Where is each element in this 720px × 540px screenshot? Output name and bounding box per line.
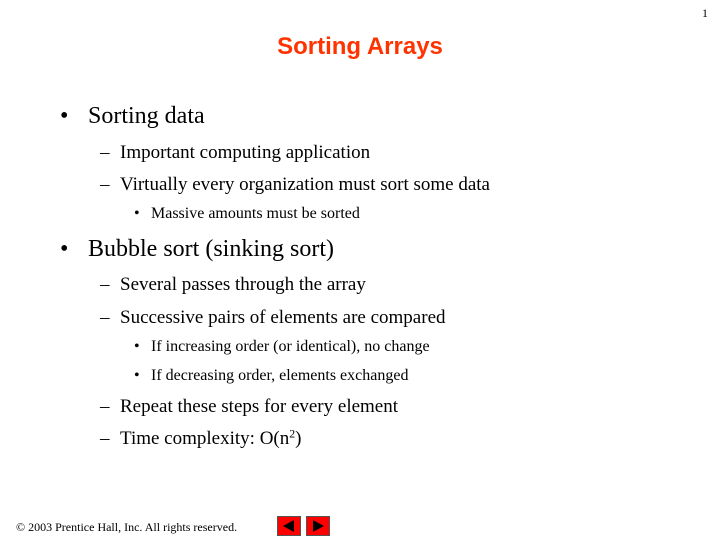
dash-marker: – bbox=[100, 307, 110, 328]
bullet-text: Bubble sort (sinking sort) bbox=[88, 236, 334, 262]
dash-marker: – bbox=[100, 396, 110, 417]
bullet-text: Sorting data bbox=[88, 103, 205, 129]
copyright-footer bbox=[16, 520, 237, 535]
copyright-text: 2003 Prentice Hall, Inc. All rights reserved. bbox=[28, 520, 238, 534]
page-number: 1 bbox=[702, 6, 708, 20]
slide-title: Sorting Arrays bbox=[277, 33, 443, 60]
sub-item-text bbox=[120, 428, 301, 450]
sub-item-text: Successive pairs of elements are compared bbox=[120, 307, 446, 328]
complexity-prefix: Time complexity: O(n bbox=[120, 428, 290, 449]
bullet-marker: • bbox=[60, 103, 69, 129]
bullet-marker: • bbox=[134, 338, 140, 355]
complexity-suffix: ) bbox=[295, 428, 302, 449]
complexity-exponent: 2 bbox=[289, 427, 296, 441]
dash-marker: – bbox=[100, 428, 110, 449]
sub-item-text: Virtually every organization must sort some data bbox=[120, 174, 490, 195]
bullet-marker: • bbox=[134, 367, 140, 384]
bullet-marker: • bbox=[134, 205, 140, 222]
sub-item-text: Several passes through the array bbox=[120, 274, 366, 295]
sub-sub-item-text: If decreasing order, elements exchanged bbox=[151, 367, 409, 384]
triangle-left-icon bbox=[278, 517, 300, 535]
next-slide-button[interactable] bbox=[306, 516, 330, 536]
sub-item-text: Important computing application bbox=[120, 142, 371, 163]
previous-slide-button[interactable] bbox=[277, 516, 301, 536]
copyright-symbol: © bbox=[16, 520, 26, 534]
dash-marker: – bbox=[100, 142, 110, 163]
sub-item-text: Repeat these steps for every element bbox=[120, 396, 399, 417]
bullet-marker: • bbox=[60, 236, 69, 262]
sub-sub-item-text: Massive amounts must be sorted bbox=[151, 205, 360, 222]
triangle-right-icon bbox=[307, 517, 329, 535]
dash-marker: – bbox=[100, 274, 110, 295]
sub-sub-item-text: If increasing order (or identical), no change bbox=[151, 338, 430, 355]
dash-marker: – bbox=[100, 174, 110, 195]
